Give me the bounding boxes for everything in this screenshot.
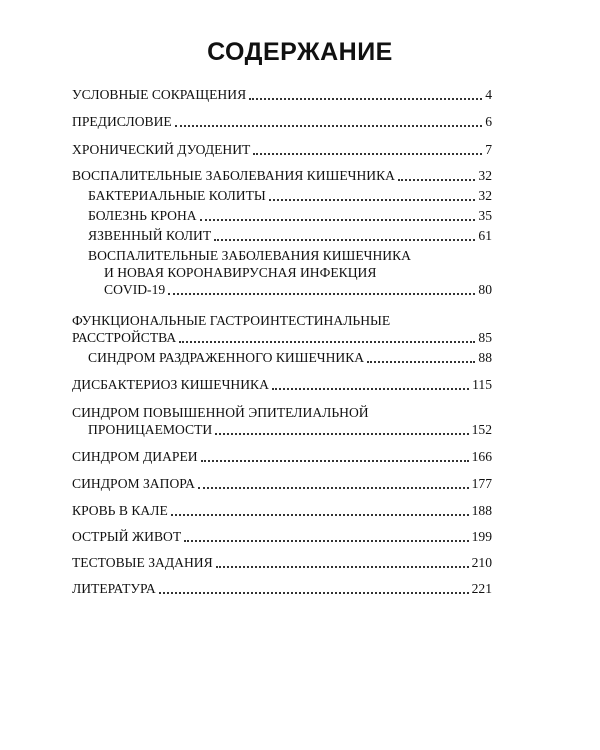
toc-entry-page: 88 <box>478 350 492 365</box>
toc-entry-page: 152 <box>471 422 492 437</box>
toc-entry <box>72 167 492 184</box>
toc-entry <box>72 312 492 346</box>
toc-entry-label: ВОСПАЛИТЕЛЬНЫЕ ЗАБОЛЕВАНИЯ КИШЕЧНИКА <box>72 168 395 183</box>
dot-leader <box>253 152 482 155</box>
toc-entry <box>72 502 492 519</box>
toc-entry <box>72 404 492 438</box>
toc-entry-label: РАССТРОЙСТВА <box>72 330 177 345</box>
toc-entry-label: ВОСПАЛИТЕЛЬНЫЕ ЗАБОЛЕВАНИЯ КИШЕЧНИКА <box>88 248 411 263</box>
toc-entry-last-line <box>88 281 492 298</box>
dot-leader <box>179 340 475 343</box>
toc-entry-label: СИНДРОМ ПОВЫШЕННОЙ ЭПИТЕЛИАЛЬНОЙ <box>72 405 369 420</box>
toc-entry-label: ПРЕДИСЛОВИЕ <box>72 114 172 129</box>
toc-entry-page: 35 <box>478 208 492 223</box>
toc-entry-label: СИНДРОМ РАЗДРАЖЕННОГО КИШЕЧНИКА <box>88 350 365 365</box>
toc-entry <box>72 376 492 393</box>
toc-entry-label: УСЛОВНЫЕ СОКРАЩЕНИЯ <box>72 87 247 102</box>
toc-entry-page: 221 <box>471 581 492 596</box>
toc-entry-page: 210 <box>471 555 492 570</box>
dot-leader <box>367 360 475 363</box>
page-title: СОДЕРЖАНИЕ <box>207 38 393 66</box>
toc-entry-page: 85 <box>478 330 492 345</box>
dot-leader <box>398 178 475 181</box>
toc-entry-page: 32 <box>478 168 492 183</box>
toc-entry-label: ХРОНИЧЕСКИЙ ДУОДЕНИТ <box>72 142 251 157</box>
toc-subentry <box>72 349 492 366</box>
toc-entry-label: БАКТЕРИАЛЬНЫЕ КОЛИТЫ <box>88 188 266 203</box>
dot-leader <box>184 539 468 542</box>
dot-leader <box>272 387 469 390</box>
toc-entry <box>72 528 492 545</box>
toc-entry-page: 166 <box>471 449 492 464</box>
toc-entry <box>72 580 492 597</box>
toc-entry-page: 115 <box>472 377 492 392</box>
toc-entry-label: ЛИТЕРАТУРА <box>72 581 156 596</box>
dot-leader <box>216 565 469 568</box>
toc-subentry <box>72 227 492 244</box>
toc-entry <box>72 554 492 571</box>
dot-leader <box>198 486 469 489</box>
toc-entry-page: 7 <box>485 142 492 157</box>
toc-entry-label: И НОВАЯ КОРОНАВИРУСНАЯ ИНФЕКЦИЯ <box>104 265 377 280</box>
toc-entry-page: 199 <box>471 529 492 544</box>
toc-entry-label: СИНДРОМ ЗАПОРА <box>72 476 195 491</box>
toc-entry <box>72 113 492 130</box>
toc-entry-label: ПРОНИЦАЕМОСТИ <box>88 422 213 437</box>
toc-entry-last-line <box>72 329 492 346</box>
toc-entry-label: ТЕСТОВЫЕ ЗАДАНИЯ <box>72 555 213 570</box>
toc-subentry <box>72 207 492 224</box>
toc-entry-page: 61 <box>478 228 492 243</box>
toc-entry <box>72 448 492 465</box>
toc-entry <box>72 141 492 158</box>
toc-entry-label: БОЛЕЗНЬ КРОНА <box>88 208 197 223</box>
dot-leader <box>201 459 469 462</box>
dot-leader <box>214 238 475 241</box>
toc-entry-label: СИНДРОМ ДИАРЕИ <box>72 449 198 464</box>
toc-entry-page: 4 <box>485 87 492 102</box>
toc-entry-label: ДИСБАКТЕРИОЗ КИШЕЧНИКА <box>72 377 269 392</box>
toc-entry-label: COVID-19 <box>104 282 166 297</box>
toc-entry-page: 32 <box>478 188 492 203</box>
toc-entry-last-line <box>72 421 492 438</box>
toc-entry-label: ОСТРЫЙ ЖИВОТ <box>72 529 182 544</box>
dot-leader <box>269 198 476 201</box>
dot-leader <box>168 292 475 295</box>
dot-leader <box>249 97 482 100</box>
toc-entry <box>72 86 492 103</box>
toc-entry-label: КРОВЬ В КАЛЕ <box>72 503 168 518</box>
toc-subentry <box>72 187 492 204</box>
toc-entry-label: ЯЗВЕННЫЙ КОЛИТ <box>88 228 212 243</box>
toc-entry-page: 177 <box>471 476 492 491</box>
dot-leader <box>159 591 469 594</box>
dot-leader <box>215 432 468 435</box>
dot-leader <box>200 218 476 221</box>
table-of-contents <box>72 82 492 597</box>
dot-leader <box>175 124 482 127</box>
toc-entry-page: 80 <box>478 282 492 297</box>
dot-leader <box>171 513 469 516</box>
toc-entry-page: 188 <box>471 503 492 518</box>
toc-entry-page: 6 <box>485 114 492 129</box>
toc-entry-label: ФУНКЦИОНАЛЬНЫЕ ГАСТРОИНТЕСТИНАЛЬНЫЕ <box>72 313 391 328</box>
toc-entry <box>72 475 492 492</box>
toc-subentry <box>72 247 492 298</box>
